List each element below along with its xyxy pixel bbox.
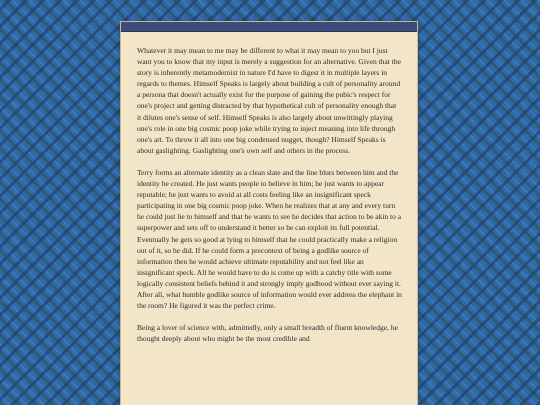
- panel-header-bar: [121, 22, 417, 32]
- post-body: [121, 32, 417, 344]
- post-paragraph: Terry forms an alternate identity as a clean slate and the line blurs between him and the identity he created. He just wants people to believe in him; he just wants to appear reputable; he just wants to avoid at all costs feeling like an insignificant speck participating in one big cosmic poop joke. When he realizes that at any and every turn he could just lie to himself and that he wants to see he decides that action to be akin to a superpower and sets off to understand it better so he can exploit its full potential. Eventually he gets so good at lying to himself that he could practically make a religion out of it, so he did. If he could form a precontext of being a godlike source of information then he would achieve ultimate reputability and not feel like an insignificant speck. All he would have to do is come up with a catchy title with some logically consistent beliefs behind it and strongly imply godhood without ever saying it. After all, what humble godlike source of information would ever address the elephant in the room? He figured it was the perfect crime.: [137, 167, 402, 311]
- post-panel: [121, 22, 417, 405]
- post-paragraph: Being a lover of science with, admittedly, only a small breadth of fluent knowledge, he thought deeply about who might be the most credible and: [137, 323, 398, 344]
- post-paragraph: Whatever it may mean to me may be different to what it may mean to you but I just want you to know that my input is merely a suggestion for an alternative. Given that the story is inherently metamodernist in nature I'd have to digest it in multiple layers in regards to themes. Himself Speaks is largely about building a cult of personality around a persona that doesn't actually exist for the purpose of gaining the pubic's respect for one's project and getting distracted by that hypothetical cult of personality enough that it dilutes one's sense of self. Himself Speaks is also largely about unwittingly playing one's role in one big cosmic poop joke while trying to inject meaning into life through one's art. To throw it all into one big condensed nugget, though? Himself Speaks is about gaslighting. Gaslighting one's own self and others in the process.: [137, 46, 401, 155]
